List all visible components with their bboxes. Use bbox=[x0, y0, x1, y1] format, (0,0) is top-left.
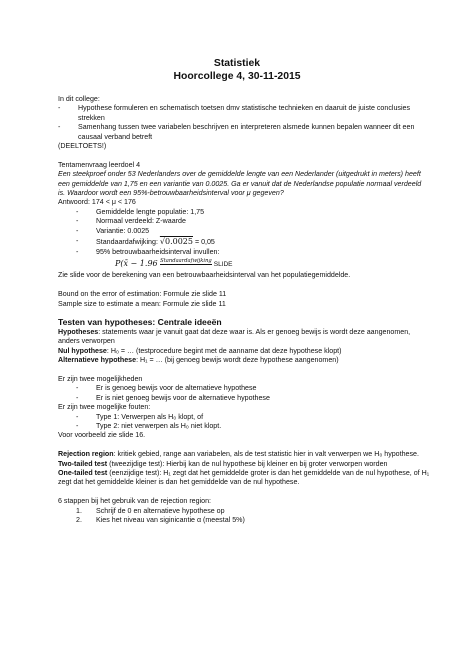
intro-bullet bbox=[58, 104, 430, 123]
document-title: Statistiek bbox=[213, 58, 261, 69]
document-body bbox=[58, 95, 430, 525]
error-text: Type 1: Verwerpen als H₀ klopt, of bbox=[96, 412, 204, 421]
dash-marker: - bbox=[76, 237, 79, 246]
dash-marker: - bbox=[76, 393, 79, 402]
intro-bullet-text: Samenhang tussen twee variabelen beschrijven en interpreteren alsmede kunnen bepalen wanneer dit een causaal verband betreft bbox=[78, 123, 415, 141]
exam-list-item bbox=[58, 236, 430, 248]
term-text: (eenzijdige test): H₁ zegt dat het gemiddelde groter is dan het gemiddelde van de nul hypothese, of H₁ zegt dat het gemiddelde kleiner is dan het gemiddelde van de nul hypothese. bbox=[58, 468, 430, 487]
term-label: Nul hypothese bbox=[58, 346, 107, 355]
std-sqrt: √0.0025 bbox=[159, 237, 193, 247]
one-tailed-definition bbox=[58, 469, 430, 488]
number-marker: 2. bbox=[76, 515, 82, 524]
step-text: Schrijf de 0 en alternatieve hypothese op bbox=[96, 506, 225, 515]
ci-formula bbox=[58, 258, 430, 271]
term-label: Rejection region bbox=[58, 450, 114, 459]
exam-slide-note: Zie slide voor de berekening van een betrouwbaarheidsinterval van het populatiegemiddelde. bbox=[58, 271, 351, 280]
term-text: : statements waar je vanuit gaat dat deze waar is. Als er genoeg bewijs is wordt deze aangenomen, anders verworpen bbox=[58, 327, 411, 346]
exam-list-item bbox=[58, 217, 430, 226]
hypotheses-definition bbox=[58, 328, 430, 347]
formula-slide: SLIDE bbox=[213, 261, 233, 269]
intro-bullet-text: Hypothese formuleren en schematisch toetsen dmv statistische technieken en daaruit de juiste conclusies strekken bbox=[78, 104, 411, 122]
dash-marker: - bbox=[76, 226, 79, 235]
number-marker: 1. bbox=[76, 506, 82, 515]
dash-marker: - bbox=[76, 248, 79, 257]
term-label: One-tailed test bbox=[58, 468, 108, 477]
exam-question: Een steekproef onder 53 Nederlanders over de gemiddelde lengte van een Nederlander (uitgedrukt in meters) heeft een gemiddelde van 1,75 en een variantie van 0.0025. Ga er vanuit dat de Nederlandse populatie normaal verdeeld is. Waardoor wordt een 95%-betrouwbaarheidsinterval voor μ gegeven? bbox=[58, 170, 422, 198]
example-note: Voor voorbeeld zie slide 16. bbox=[58, 431, 146, 440]
exam-item-text: Normaal verdeeld: Z-waarde bbox=[96, 217, 186, 226]
exam-item-text: Variantie: 0.0025 bbox=[96, 226, 150, 235]
alt-hypothesis-definition bbox=[58, 356, 430, 365]
errors-heading: Er zijn twee mogelijke fouten: bbox=[58, 403, 151, 412]
exam-answer: Antwoord: 174 < μ < 176 bbox=[58, 198, 136, 207]
exam-list-item bbox=[58, 208, 430, 217]
term-label: Alternatieve hypothese bbox=[58, 356, 137, 365]
term-text: (tweezijdige test): Hierbij kan de nul hypothese bij kleiner en bij groter verworpen worden bbox=[107, 459, 388, 468]
exam-list-item bbox=[58, 248, 430, 257]
possibilities-heading: Er zijn twee mogelijkheden bbox=[58, 374, 143, 383]
dash-marker: - bbox=[58, 104, 61, 113]
term-label: Two-tailed test bbox=[58, 459, 108, 468]
formula-fraction: Standaardafwijking bbox=[160, 258, 212, 265]
error-text: Type 2: niet verwerpen als H₀ niet klopt. bbox=[96, 421, 222, 430]
possibility-text: Er is genoeg bewijs voor de alternatieve hypothese bbox=[96, 384, 257, 393]
step-text: Kies het niveau van siginicantie α (meestal 5%) bbox=[96, 515, 245, 524]
dash-marker: - bbox=[76, 412, 79, 421]
two-tailed-definition bbox=[58, 460, 430, 469]
step-item bbox=[58, 507, 430, 516]
term-label: Hypotheses bbox=[58, 327, 99, 336]
std-label: Standaardafwijking: bbox=[96, 238, 160, 247]
dash-marker: - bbox=[76, 207, 79, 216]
rejection-region-definition bbox=[58, 450, 430, 459]
dash-marker: - bbox=[76, 217, 79, 226]
error-item bbox=[58, 413, 430, 422]
formula-left: P(x̄ − 1.96 bbox=[115, 259, 161, 269]
intro-bullet bbox=[58, 123, 430, 142]
section-heading: Testen van hypotheses: Centrale ideeën bbox=[58, 317, 222, 328]
null-hypothesis-definition bbox=[58, 347, 430, 356]
dash-marker: - bbox=[76, 384, 79, 393]
step-item bbox=[58, 516, 430, 525]
possibility-item bbox=[58, 384, 430, 393]
std-result: = 0,05 bbox=[192, 238, 215, 247]
steps-heading: 6 stappen bij het gebruik van de rejection region: bbox=[58, 497, 212, 506]
term-text: : H₁ = … (bij genoeg bewijs wordt deze hypothese aangenomen) bbox=[136, 356, 339, 365]
exam-item-text: Gemiddelde lengte populatie: 1,75 bbox=[96, 207, 205, 216]
term-text: : H₀ = … (testprocedure begint met de aanname dat deze hypothese klopt) bbox=[106, 346, 342, 355]
ci-item-text: 95% betrouwbaarheidsinterval invullen: bbox=[96, 248, 220, 257]
document-subtitle: Hoorcollege 4, 30-11-2015 bbox=[173, 71, 301, 82]
possibility-text: Er is niet genoeg bewijs voor de alternatieve hypothese bbox=[96, 393, 270, 402]
intro-note: (DEELTOETS!) bbox=[58, 142, 107, 151]
ref-line: Bound on the error of estimation: Formule zie slide 11 bbox=[58, 290, 227, 299]
ref-line: Sample size to estimate a mean: Formule zie slide 11 bbox=[58, 299, 226, 308]
exam-list-item bbox=[58, 227, 430, 236]
intro-heading: In dit college: bbox=[58, 95, 100, 103]
possibility-item bbox=[58, 394, 430, 403]
error-item bbox=[58, 422, 430, 431]
exam-heading: Tentamenvraag leerdoel 4 bbox=[58, 160, 141, 169]
dash-marker: - bbox=[58, 123, 61, 132]
dash-marker: - bbox=[76, 421, 79, 430]
term-text: : kritiek gebied, range aan variabelen, als de test statistic hier in valt verwerpen we H₀ hypothese. bbox=[113, 450, 419, 459]
